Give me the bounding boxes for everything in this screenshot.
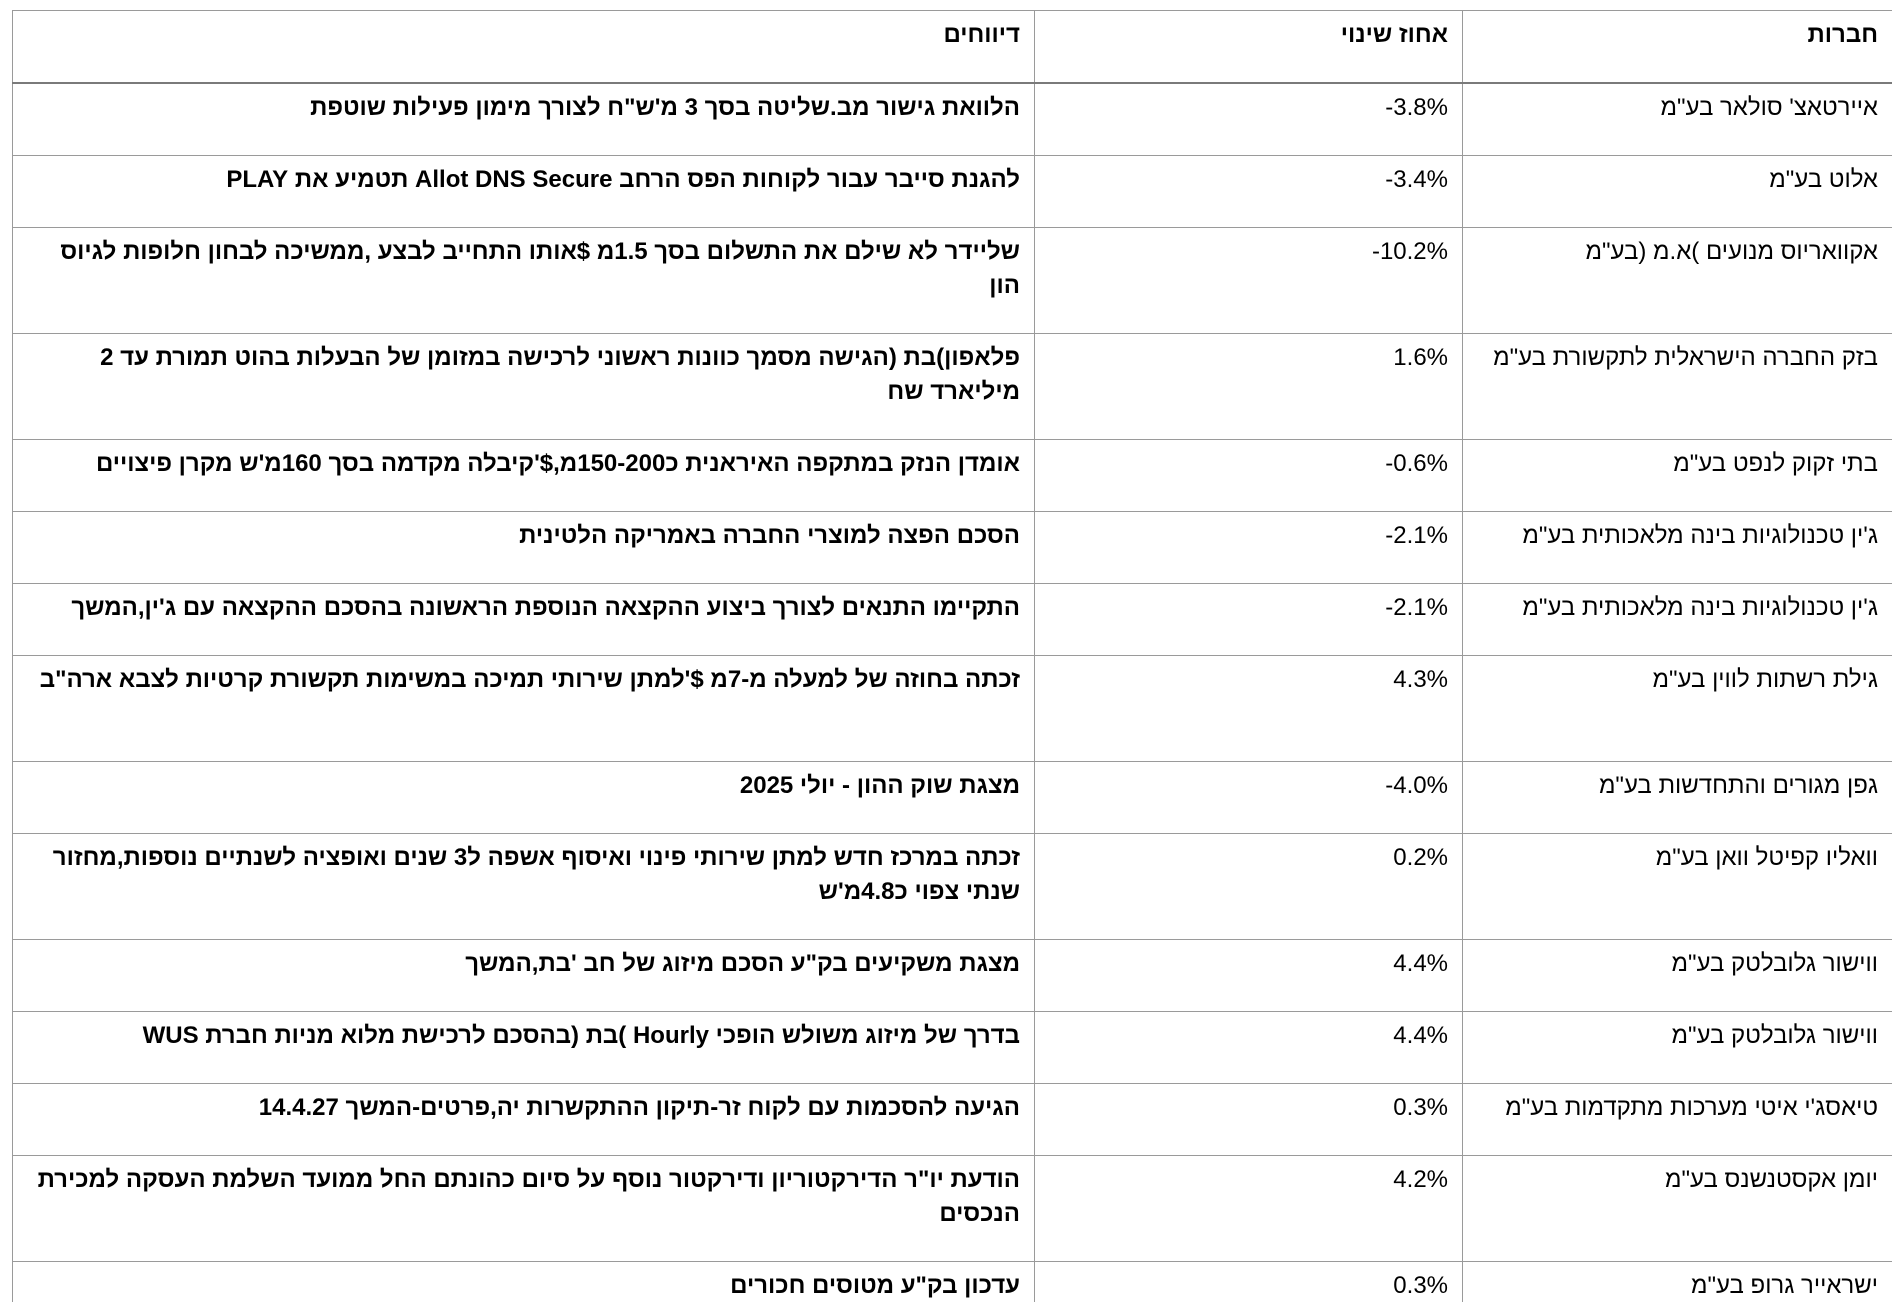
table-header-row [13,11,1893,84]
company-cell: אלוט בע"מ [1463,156,1893,228]
company-cell: טיאסג'י איטי מערכות מתקדמות בע"מ [1463,1084,1893,1156]
table-row [13,512,1893,584]
header-change: אחוז שינוי [1035,11,1463,84]
company-cell: גילת רשתות לווין בע"מ [1463,656,1893,762]
change-value: -10.2% [1371,238,1448,265]
change-cell [1035,656,1463,762]
table-row [13,1084,1893,1156]
company-cell: וואליו קפיטל וואן בע"מ [1463,834,1893,940]
change-value: -2.1% [1385,594,1448,621]
change-cell [1035,1262,1463,1302]
change-cell [1035,440,1463,512]
change-value: 4.4% [1393,1022,1448,1049]
report-cell: זכתה בחוזה של למעלה מ-7מ $'למתן שירותי תמיכה במשימות תקשורת קרטיות לצבא ארה"ב [13,656,1035,762]
report-cell: אומדן הנזק במתקפה האיראנית כ150-200מ,$'קיבלה מקדמה בסך 160מ'ש מקרן פיצויים [13,440,1035,512]
report-cell: הודעת יו"ר הדירקטוריון ודירקטור נוסף על סיום כהונתם החל ממועד השלמת העסקה למכירת הנכסים [13,1156,1035,1262]
table-row [13,762,1893,834]
header-report: דיווחים [13,11,1035,84]
change-cell [1035,940,1463,1012]
change-value: 1.6% [1393,344,1448,371]
change-value: 0.2% [1393,844,1448,871]
report-cell: בדרך של מיזוג משולש הופכי Hourly )בת (בהסכם לרכישת מלוא מניות חברת WUS [13,1012,1035,1084]
change-value: -3.4% [1385,166,1448,193]
report-cell: הלוואת גישור מב.שליטה בסך 3 מ'ש"ח לצורך מימון פעילות שוטפת [13,83,1035,156]
table-row [13,1262,1893,1302]
change-value: -0.6% [1385,450,1448,477]
company-cell: ווישור גלובלטק בע"מ [1463,1012,1893,1084]
change-cell [1035,834,1463,940]
company-cell: בזק החברה הישראלית לתקשורת בע"מ [1463,334,1893,440]
company-cell: בתי זקוק לנפט בע"מ [1463,440,1893,512]
report-cell: הגיעה להסכמות עם לקוח זר-תיקון ההתקשרות יה,פרטים-המשך 14.4.27 [13,1084,1035,1156]
change-value: 0.3% [1393,1272,1448,1299]
change-value: 0.3% [1393,1094,1448,1121]
company-cell: ישראייר גרופ בע"מ [1463,1262,1893,1302]
report-cell: פלאפון)בת (הגישה מסמך כוונות ראשוני לרכישה במזומן של הבעלות בהוט תמורת עד 2 מיליארד שח [13,334,1035,440]
change-value: 4.3% [1393,666,1448,693]
report-cell: עדכון בק"ע מטוסים חכורים [13,1262,1035,1302]
table-row [13,940,1893,1012]
table-row [13,656,1893,762]
change-value: 4.2% [1393,1166,1448,1193]
report-cell: להגנת סייבר עבור לקוחות הפס הרחב Allot DNS Secure תטמיע את PLAY [13,156,1035,228]
table-row [13,834,1893,940]
change-cell [1035,228,1463,334]
report-cell: מצגת משקיעים בק"ע הסכם מיזוג של חב 'בת,המשך [13,940,1035,1012]
company-cell: ווישור גלובלטק בע"מ [1463,940,1893,1012]
change-cell [1035,512,1463,584]
report-cell: שליידר לא שילם את התשלום בסך 1.5מ $אותו התחייב לבצע ,ממשיכה לבחון חלופות לגיוס הון [13,228,1035,334]
company-cell: גפן מגורים והתחדשות בע"מ [1463,762,1893,834]
change-cell [1035,584,1463,656]
change-cell [1035,1084,1463,1156]
reports-sheet [12,10,1892,1302]
change-cell [1035,83,1463,156]
report-cell: התקיימו התנאים לצורך ביצוע ההקצאה הנוספת הראשונה בהסכם ההקצאה עם ג'ין,המשך [13,584,1035,656]
table-row [13,334,1893,440]
table-row [13,1012,1893,1084]
change-value: 4.4% [1393,950,1448,977]
change-cell [1035,334,1463,440]
report-cell: הסכם הפצה למוצרי החברה באמריקה הלטינית [13,512,1035,584]
company-cell: אקוואריוס מנועים )א.מ (בע"מ [1463,228,1893,334]
report-cell: מצגת שוק ההון - יולי 2025 [13,762,1035,834]
change-cell [1035,1156,1463,1262]
company-cell: איירטאצ' סולאר בע"מ [1463,83,1893,156]
table-row [13,440,1893,512]
company-cell: ג'ין טכנולוגיות בינה מלאכותית בע"מ [1463,512,1893,584]
change-cell [1035,762,1463,834]
table-row [13,228,1893,334]
table-row [13,584,1893,656]
change-cell [1035,156,1463,228]
change-value: -2.1% [1385,522,1448,549]
change-value: -4.0% [1385,772,1448,799]
company-cell: ג'ין טכנולוגיות בינה מלאכותית בע"מ [1463,584,1893,656]
change-value: -3.8% [1385,94,1448,121]
table-row [13,156,1893,228]
change-cell [1035,1012,1463,1084]
header-company: חברות [1463,11,1893,84]
report-cell: זכתה במרכז חדש למתן שירותי פינוי ואיסוף אשפה ל3 שנים ואופציה לשנתיים נוספות,מחזור שנתי צפוי כ4.8מ'ש [13,834,1035,940]
table-row [13,1156,1893,1262]
table-row [13,83,1893,156]
reports-table [12,10,1892,1302]
company-cell: יומן אקסטנשנס בע"מ [1463,1156,1893,1262]
